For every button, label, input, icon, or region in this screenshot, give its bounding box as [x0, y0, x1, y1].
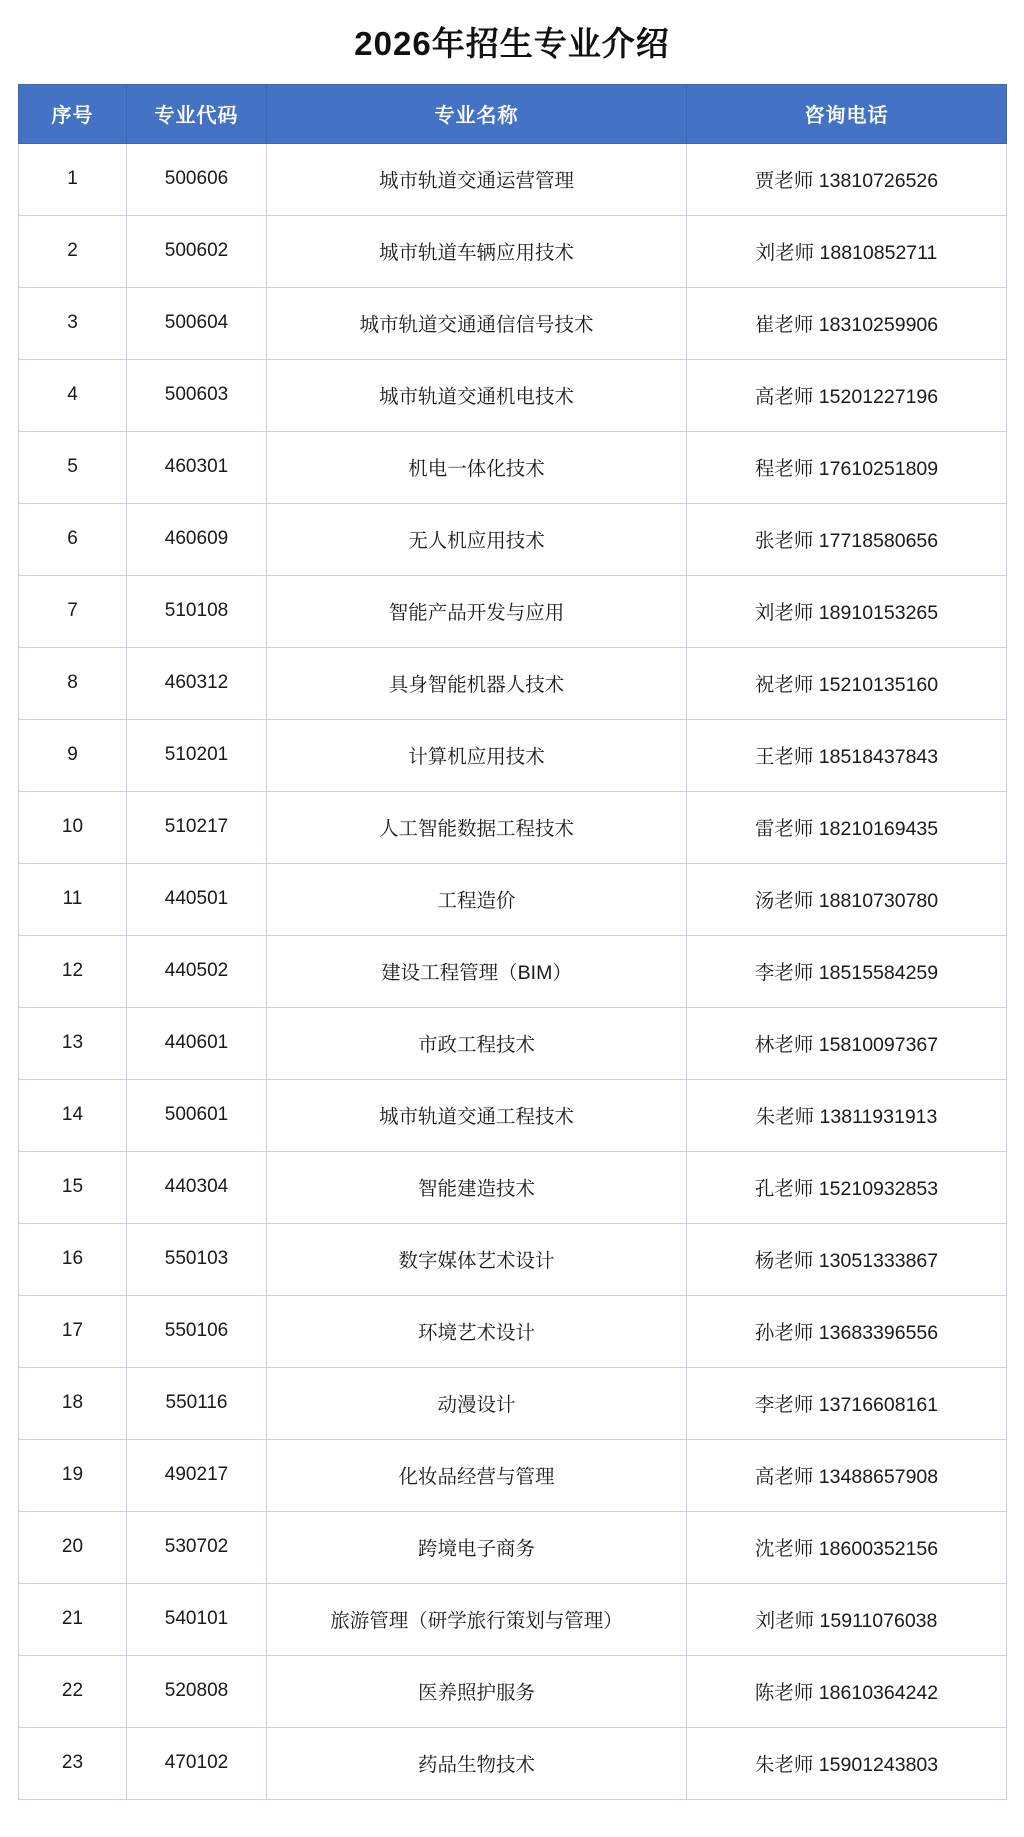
- cell-phone: 陈老师 18610364242: [687, 1655, 1007, 1727]
- cell-name: 机电一体化技术: [267, 431, 687, 503]
- cell-code: 460301: [127, 431, 267, 503]
- cell-code: 440304: [127, 1151, 267, 1223]
- cell-name: 无人机应用技术: [267, 503, 687, 575]
- cell-code: 520808: [127, 1655, 267, 1727]
- cell-phone: 孙老师 13683396556: [687, 1295, 1007, 1367]
- table-header: [19, 84, 1007, 143]
- cell-name: 建设工程管理（BIM）: [267, 935, 687, 1007]
- table-row: [19, 1223, 1007, 1295]
- cell-index: 13: [19, 1007, 127, 1079]
- cell-phone: 贾老师 13810726526: [687, 143, 1007, 215]
- cell-index: 9: [19, 719, 127, 791]
- cell-name: 城市轨道交通工程技术: [267, 1079, 687, 1151]
- cell-name: 智能建造技术: [267, 1151, 687, 1223]
- cell-phone: 刘老师 18910153265: [687, 575, 1007, 647]
- table-row: [19, 359, 1007, 431]
- cell-phone: 刘老师 18810852711: [687, 215, 1007, 287]
- table-row: [19, 1439, 1007, 1511]
- cell-name: 化妆品经营与管理: [267, 1439, 687, 1511]
- cell-code: 500606: [127, 143, 267, 215]
- cell-index: 12: [19, 935, 127, 1007]
- table-row: [19, 215, 1007, 287]
- cell-name: 药品生物技术: [267, 1727, 687, 1799]
- cell-phone: 孔老师 15210932853: [687, 1151, 1007, 1223]
- cell-phone: 张老师 17718580656: [687, 503, 1007, 575]
- cell-phone: 刘老师 15911076038: [687, 1583, 1007, 1655]
- cell-code: 460312: [127, 647, 267, 719]
- cell-index: 3: [19, 287, 127, 359]
- cell-name: 城市轨道交通通信信号技术: [267, 287, 687, 359]
- cell-name: 旅游管理（研学旅行策划与管理）: [267, 1583, 687, 1655]
- cell-index: 11: [19, 863, 127, 935]
- cell-index: 5: [19, 431, 127, 503]
- cell-phone: 朱老师 15901243803: [687, 1727, 1007, 1799]
- cell-index: 22: [19, 1655, 127, 1727]
- column-header-code: 专业代码: [127, 84, 267, 143]
- cell-phone: 崔老师 18310259906: [687, 287, 1007, 359]
- table-row: [19, 719, 1007, 791]
- cell-phone: 汤老师 18810730780: [687, 863, 1007, 935]
- table-row: [19, 1079, 1007, 1151]
- table-row: [19, 431, 1007, 503]
- table-row: [19, 935, 1007, 1007]
- page-title: 2026年招生专业介绍: [354, 25, 670, 62]
- column-header-phone: 咨询电话: [687, 84, 1007, 143]
- table-body: [19, 143, 1007, 1799]
- cell-index: 7: [19, 575, 127, 647]
- cell-code: 550116: [127, 1367, 267, 1439]
- cell-index: 23: [19, 1727, 127, 1799]
- cell-code: 440502: [127, 935, 267, 1007]
- cell-phone: 沈老师 18600352156: [687, 1511, 1007, 1583]
- cell-code: 500604: [127, 287, 267, 359]
- cell-index: 10: [19, 791, 127, 863]
- cell-code: 510217: [127, 791, 267, 863]
- cell-phone: 雷老师 18210169435: [687, 791, 1007, 863]
- cell-name: 工程造价: [267, 863, 687, 935]
- cell-phone: 高老师 13488657908: [687, 1439, 1007, 1511]
- cell-name: 计算机应用技术: [267, 719, 687, 791]
- cell-code: 440601: [127, 1007, 267, 1079]
- cell-code: 550106: [127, 1295, 267, 1367]
- cell-code: 470102: [127, 1727, 267, 1799]
- cell-code: 510108: [127, 575, 267, 647]
- cell-code: 540101: [127, 1583, 267, 1655]
- cell-index: 8: [19, 647, 127, 719]
- table-row: [19, 1655, 1007, 1727]
- cell-index: 19: [19, 1439, 127, 1511]
- cell-index: 4: [19, 359, 127, 431]
- cell-name: 人工智能数据工程技术: [267, 791, 687, 863]
- cell-code: 500603: [127, 359, 267, 431]
- cell-phone: 林老师 15810097367: [687, 1007, 1007, 1079]
- cell-name: 具身智能机器人技术: [267, 647, 687, 719]
- table-row: [19, 143, 1007, 215]
- cell-phone: 程老师 17610251809: [687, 431, 1007, 503]
- cell-index: 17: [19, 1295, 127, 1367]
- cell-code: 510201: [127, 719, 267, 791]
- table-row: [19, 791, 1007, 863]
- table-row: [19, 1511, 1007, 1583]
- cell-code: 490217: [127, 1439, 267, 1511]
- cell-index: 16: [19, 1223, 127, 1295]
- cell-name: 跨境电子商务: [267, 1511, 687, 1583]
- cell-phone: 祝老师 15210135160: [687, 647, 1007, 719]
- table-row: [19, 575, 1007, 647]
- table-row: [19, 1367, 1007, 1439]
- cell-index: 15: [19, 1151, 127, 1223]
- cell-code: 550103: [127, 1223, 267, 1295]
- cell-code: 500602: [127, 215, 267, 287]
- table-row: [19, 647, 1007, 719]
- table-row: [19, 503, 1007, 575]
- cell-index: 20: [19, 1511, 127, 1583]
- table-row: [19, 1583, 1007, 1655]
- cell-index: 21: [19, 1583, 127, 1655]
- cell-index: 18: [19, 1367, 127, 1439]
- cell-name: 市政工程技术: [267, 1007, 687, 1079]
- majors-table: [18, 84, 1007, 1800]
- cell-phone: 朱老师 13811931913: [687, 1079, 1007, 1151]
- cell-code: 500601: [127, 1079, 267, 1151]
- cell-index: 1: [19, 143, 127, 215]
- cell-name: 医养照护服务: [267, 1655, 687, 1727]
- cell-phone: 李老师 13716608161: [687, 1367, 1007, 1439]
- table-row: [19, 1007, 1007, 1079]
- cell-code: 440501: [127, 863, 267, 935]
- cell-name: 城市轨道交通运营管理: [267, 143, 687, 215]
- table-row: [19, 1727, 1007, 1799]
- cell-name: 环境艺术设计: [267, 1295, 687, 1367]
- cell-phone: 高老师 15201227196: [687, 359, 1007, 431]
- column-header-name: 专业名称: [267, 84, 687, 143]
- cell-name: 动漫设计: [267, 1367, 687, 1439]
- table-row: [19, 863, 1007, 935]
- cell-name: 数字媒体艺术设计: [267, 1223, 687, 1295]
- cell-index: 14: [19, 1079, 127, 1151]
- cell-phone: 王老师 18518437843: [687, 719, 1007, 791]
- cell-phone: 杨老师 13051333867: [687, 1223, 1007, 1295]
- column-header-index: 序号: [19, 84, 127, 143]
- cell-phone: 李老师 18515584259: [687, 935, 1007, 1007]
- cell-code: 460609: [127, 503, 267, 575]
- cell-index: 2: [19, 215, 127, 287]
- cell-code: 530702: [127, 1511, 267, 1583]
- table-header-row: [19, 84, 1007, 143]
- cell-index: 6: [19, 503, 127, 575]
- table-row: [19, 287, 1007, 359]
- cell-name: 城市轨道交通机电技术: [267, 359, 687, 431]
- cell-name: 智能产品开发与应用: [267, 575, 687, 647]
- cell-name: 城市轨道车辆应用技术: [267, 215, 687, 287]
- table-row: [19, 1295, 1007, 1367]
- table-row: [19, 1151, 1007, 1223]
